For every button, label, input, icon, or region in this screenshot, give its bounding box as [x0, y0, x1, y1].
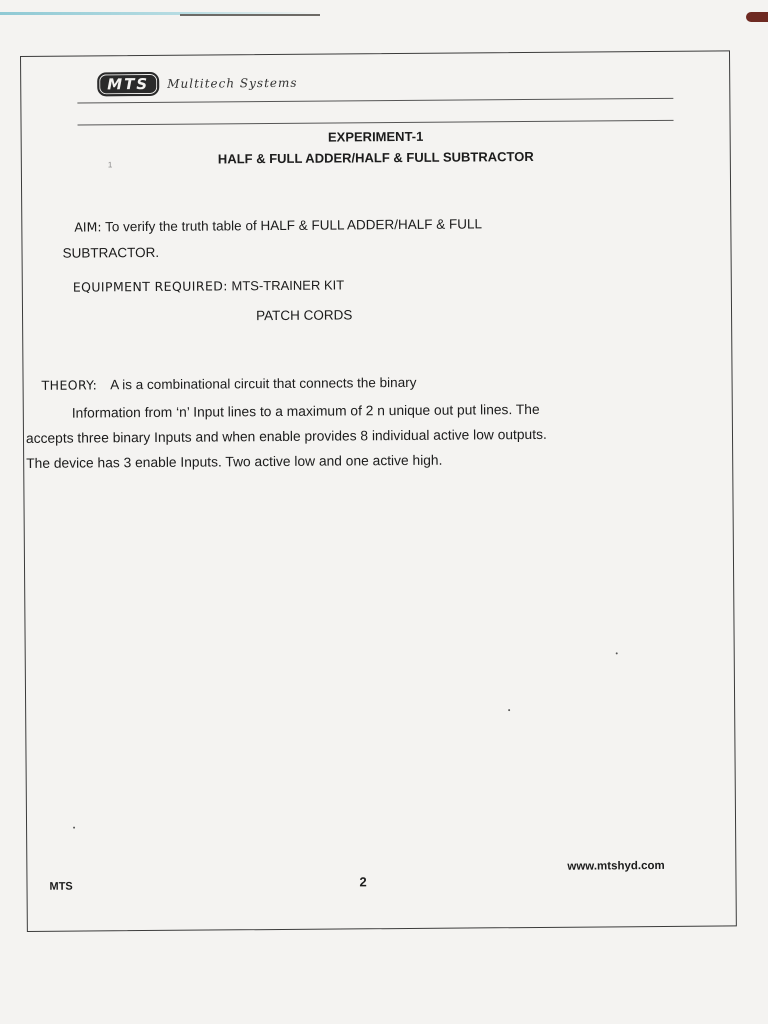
theory-text-line3: accepts three binary Inputs and when enable provides 8 individual active low outputs.	[25, 426, 547, 446]
aim-section	[62, 210, 634, 266]
top-edge-line	[180, 14, 320, 16]
theory-heading-line	[41, 370, 416, 399]
aim-text-line1: To verify the truth table of HALF & FULL ADDER/HALF & FULL	[105, 216, 483, 235]
equipment-label: EQUIPMENT REQUIRED:	[72, 278, 228, 295]
theory-text-line4: The device has 3 enable Inputs. Two active low and one active high.	[26, 452, 443, 471]
paper-speck	[73, 827, 75, 829]
aim-label: AIM:	[74, 219, 102, 235]
theory-text-line1: A is a combinational circuit that connects the binary	[110, 374, 417, 393]
page-number: 2	[359, 874, 367, 890]
header-rule-top	[77, 98, 673, 104]
header-rule-bottom	[78, 120, 674, 126]
company-logo	[97, 71, 297, 97]
experiment-title: EXPERIMENT-1	[327, 128, 424, 145]
theory-label: THEORY:	[41, 377, 98, 393]
logo-badge: MTS	[97, 72, 159, 96]
theory-body	[26, 396, 717, 476]
page-frame	[20, 50, 737, 932]
equipment-item-trainer-kit: MTS-TRAINER KIT	[231, 277, 345, 294]
logo-text: Multitech Systems	[167, 75, 298, 91]
paper-speck	[616, 652, 618, 654]
footer-left-label: MTS	[49, 880, 73, 893]
theory-text-line2: Information from ‘n’ Input lines to a maximum of 2 n unique out put lines. The	[71, 401, 540, 421]
aim-text-line2: SUBTRACTOR.	[62, 244, 160, 261]
corner-mark	[746, 12, 768, 22]
equipment-item-patch-cords: PATCH CORDS	[255, 307, 353, 324]
paper-speck	[508, 709, 510, 711]
experiment-subtitle: HALF & FULL ADDER/HALF & FULL SUBTRACTOR	[217, 148, 534, 167]
equipment-section	[73, 272, 345, 300]
footer-website: www.mtshyd.com	[567, 859, 665, 873]
margin-mark: 1	[107, 160, 113, 170]
